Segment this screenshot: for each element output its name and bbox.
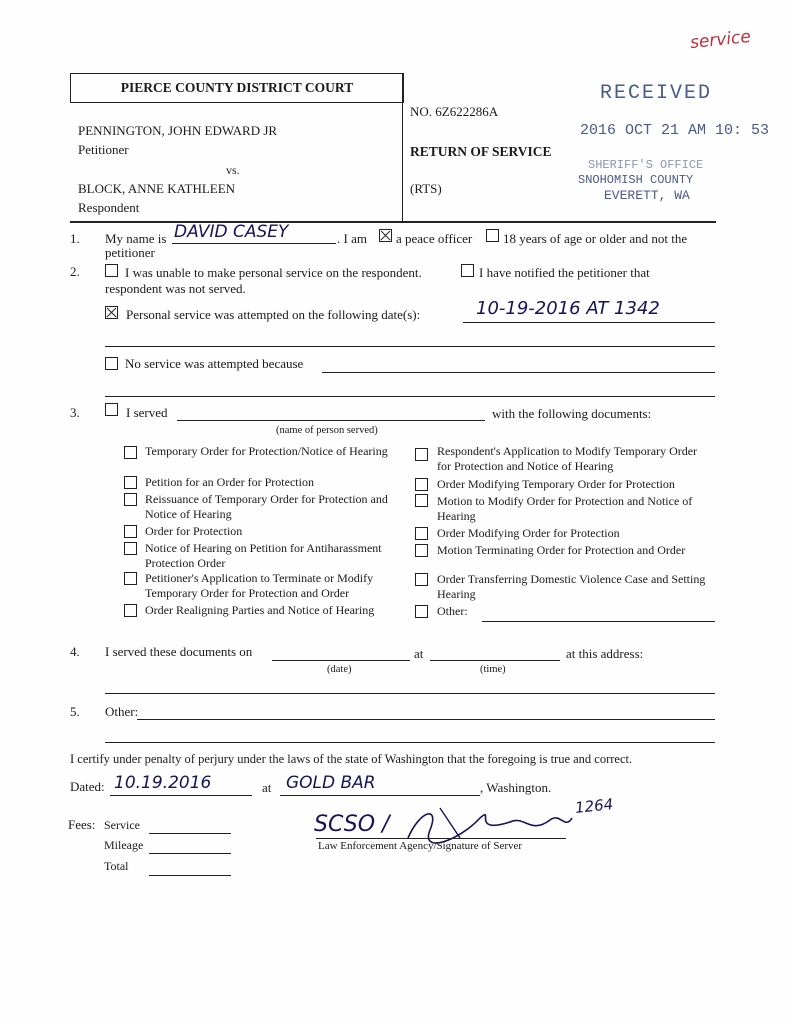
item4-address-label: at this address: — [566, 646, 644, 661]
doc-label-right-4: Order Modifying Order for Protection — [437, 526, 620, 540]
date-caption: (date) — [327, 664, 352, 675]
doc-checkbox-left-1[interactable] — [124, 446, 137, 459]
other-document-line — [482, 621, 715, 622]
doc-checkbox-right-6[interactable] — [415, 573, 428, 586]
fees-service-line — [149, 833, 231, 834]
doc-label-left-4: Order for Protection — [145, 524, 243, 538]
certification-statement: I certify under penalty of perjury under the laws of the state of Washington that the foregoing is true and correct. — [70, 752, 633, 766]
no-service-checkbox[interactable] — [105, 357, 118, 370]
attempted-service-handwritten: 10-19-2016 AT 1342 — [476, 298, 660, 319]
doc-label-right-1: Respondent's Application to Modify Temporary Order for Protection and Notice of Hearing — [437, 444, 698, 473]
dated-place-handwritten: GOLD BAR — [286, 773, 376, 793]
attempted-service-checkbox[interactable] — [105, 306, 118, 319]
other-line-2 — [105, 742, 715, 743]
doc-checkbox-right-2[interactable] — [415, 478, 428, 491]
agency-handwritten: SCSO / — [314, 812, 390, 837]
respondent-label: Respondent — [78, 200, 140, 215]
stamp-city: EVERETT, WA — [604, 188, 690, 203]
no-service-reason-line — [322, 372, 715, 373]
attempted-dates-line — [463, 322, 715, 323]
item4-text: I served these documents on — [105, 644, 253, 659]
peace-officer-checkbox[interactable] — [379, 229, 392, 242]
signature-caption: Law Enforcement Agency/Signature of Server — [318, 840, 523, 852]
attempted-dates-line-2 — [105, 346, 715, 347]
court-name: PIERCE COUNTY DISTRICT COURT — [120, 80, 354, 95]
served-checkbox[interactable] — [105, 403, 118, 416]
dated-label: Dated: — [70, 779, 105, 794]
doc-label-left-6: Petitioner's Application to Terminate or Modify Temporary Order for Protection and Order — [145, 571, 374, 600]
doc-label-right-6: Order Transferring Domestic Violence Case and Setting Hearing — [437, 572, 706, 601]
attempted-service-label: Personal service was attempted on the following date(s): — [126, 307, 421, 322]
doc-checkbox-left-4[interactable] — [124, 525, 137, 538]
stamp-county: SNOHOMISH COUNTY — [578, 173, 694, 187]
doc-checkbox-left-3[interactable] — [124, 493, 137, 506]
fees-mileage-line — [149, 853, 231, 854]
doc-checkbox-left-2[interactable] — [124, 476, 137, 489]
person-served-line — [177, 420, 485, 421]
doc-checkbox-right-4[interactable] — [415, 527, 428, 540]
item2-text-c: respondent was not served. — [105, 281, 246, 296]
fees-mileage-label: Mileage — [104, 838, 144, 852]
fees-total-line — [149, 875, 231, 876]
item5-number: 5. — [70, 704, 80, 719]
following-documents-label: with the following documents: — [492, 406, 652, 421]
document-title: RETURN OF SERVICE — [410, 144, 552, 159]
service-date-line — [272, 660, 410, 661]
fees-total-label: Total — [104, 859, 129, 873]
item1-text-c: petitioner — [105, 245, 155, 260]
corner-note: service — [689, 26, 752, 54]
no-service-reason-line-2 — [105, 396, 715, 397]
stamp-date: 2016 OCT 21 AM 10: 53 — [580, 122, 770, 139]
header-divider — [402, 73, 403, 222]
doc-checkbox-right-other[interactable] — [415, 605, 428, 618]
item1-number: 1. — [70, 231, 80, 246]
badge-number-handwritten: 1264 — [574, 795, 615, 817]
dated-place-line — [280, 795, 480, 796]
item3-number: 3. — [70, 405, 80, 420]
doc-label-right-5: Motion Terminating Order for Protection and Order — [437, 543, 686, 557]
doc-checkbox-right-1[interactable] — [415, 448, 428, 461]
unable-to-serve-label: I was unable to make personal service on the respondent. — [125, 265, 422, 280]
doc-checkbox-left-5[interactable] — [124, 542, 137, 555]
received-stamp: RECEIVED — [600, 82, 713, 105]
time-caption: (time) — [480, 664, 506, 675]
served-label: I served — [126, 405, 168, 420]
stamp-office: SHERIFF'S OFFICE — [588, 158, 704, 172]
item1-text-b: . I am — [337, 231, 367, 246]
notified-petitioner-label: I have notified the petitioner that — [479, 265, 650, 280]
dated-value-handwritten: 10.19.2016 — [114, 773, 212, 793]
item1-text-a: My name is — [105, 231, 167, 246]
peace-officer-label: a peace officer — [396, 231, 473, 246]
doc-label-right-other: Other: — [437, 604, 468, 618]
doc-checkbox-left-7[interactable] — [124, 604, 137, 617]
other-line-1 — [137, 719, 715, 720]
doc-checkbox-left-6[interactable] — [124, 572, 137, 585]
doc-checkbox-right-3[interactable] — [415, 494, 428, 507]
court-name-box — [70, 73, 404, 103]
document-code: (RTS) — [410, 181, 442, 196]
item2-number: 2. — [70, 264, 80, 279]
doc-label-left-2: Petition for an Order for Protection — [145, 475, 314, 489]
item5-label: Other: — [105, 704, 139, 719]
adult-checkbox[interactable] — [486, 229, 499, 242]
signature-line — [316, 838, 566, 839]
case-number: NO. 6Z622286A — [410, 104, 499, 119]
dated-at: at — [262, 780, 272, 795]
doc-label-left-7: Order Realigning Parties and Notice of Hearing — [145, 603, 375, 617]
fees-service-label: Service — [104, 818, 140, 832]
doc-label-left-5: Notice of Hearing on Petition for Antiharassment Protection Order — [145, 541, 382, 570]
fees-label: Fees: — [68, 817, 96, 832]
dated-state: , Washington. — [480, 780, 552, 795]
no-service-label: No service was attempted because — [125, 356, 304, 371]
petitioner-label: Petitioner — [78, 142, 129, 157]
adult-label: 18 years of age or older and not the — [503, 231, 688, 246]
doc-label-right-2: Order Modifying Temporary Order for Protection — [437, 477, 675, 491]
doc-label-left-3: Reissuance of Temporary Order for Protection and Notice of Hearing — [145, 492, 388, 521]
versus: vs. — [226, 163, 240, 177]
server-name-handwritten: DAVID CASEY — [174, 222, 289, 242]
respondent-name: BLOCK, ANNE KATHLEEN — [78, 181, 236, 196]
service-address-line — [105, 693, 715, 694]
doc-label-right-3: Motion to Modify Order for Protection and Notice of Hearing — [437, 494, 693, 523]
dated-line — [110, 795, 252, 796]
petitioner-name: PENNINGTON, JOHN EDWARD JR — [78, 123, 278, 138]
server-name-line — [172, 243, 336, 244]
header-bottom-rule — [70, 221, 716, 223]
notified-petitioner-checkbox[interactable] — [461, 264, 474, 277]
doc-label-left-1: Temporary Order for Protection/Notice of Hearing — [145, 444, 388, 458]
unable-to-serve-checkbox[interactable] — [105, 264, 118, 277]
service-time-line — [430, 660, 560, 661]
person-served-caption: (name of person served) — [276, 425, 378, 436]
item4-at: at — [414, 646, 424, 661]
item4-number: 4. — [70, 644, 80, 659]
doc-checkbox-right-5[interactable] — [415, 544, 428, 557]
